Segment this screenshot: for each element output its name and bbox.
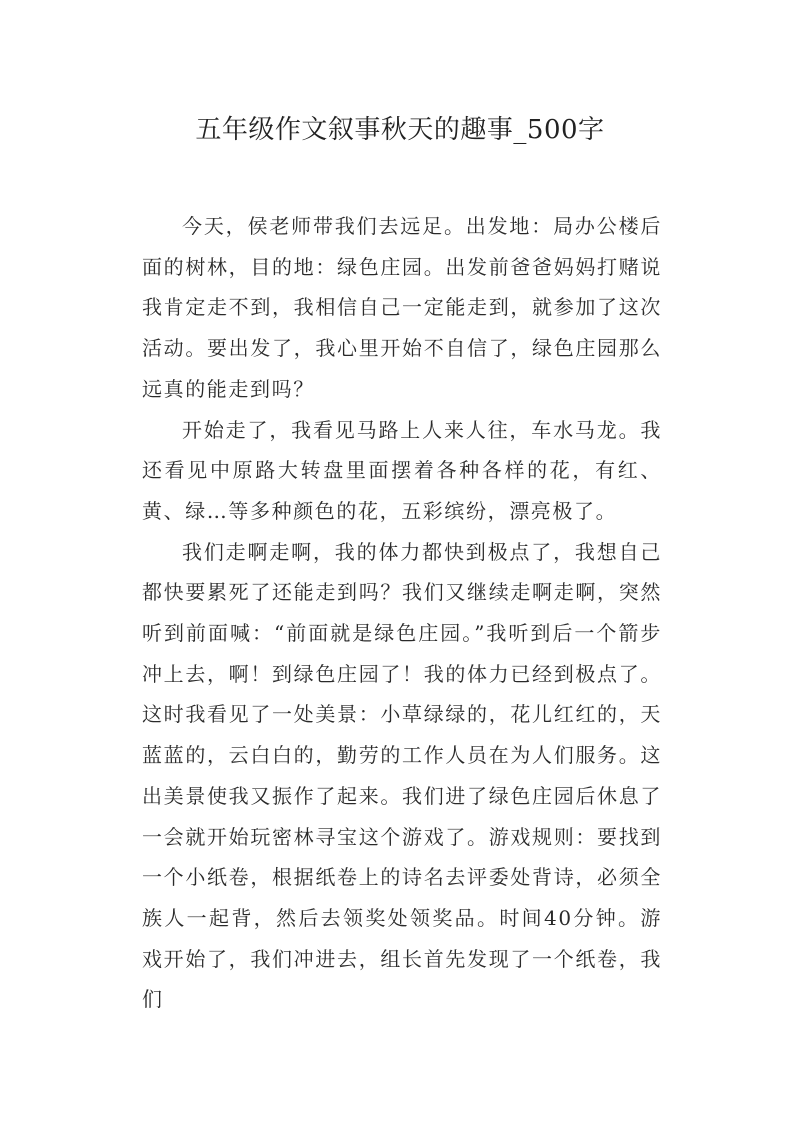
document-title: 五年级作文叙事秋天的趣事_500字: [195, 115, 605, 145]
document-body: [142, 206, 662, 1020]
paragraph-2: 开始走了，我看见马路上人来人往，车水马龙。我还看见中原路大转盘里面摆着各种各样的花，有红、黄、绿…等多种颜色的花，五彩缤纷，漂亮极了。: [142, 417, 662, 523]
paragraph-3: 我们走啊走啊，我的体力都快到极点了，我想自己都快要累死了还能走到吗？我们又继续走啊走啊，突然听到前面喊：“前面就是绿色庄园。”我听到后一个箭步冲上去，啊！到绿色庄园了！我的体力已经到极点了。这时我看见了一处美景：小草绿绿的，花儿红红的，天蓝蓝的，云白白的，勤劳的工作人员在为人们服务。这出美景使我又振作了起来。我们进了绿色庄园后休息了一会就开始玩密林寻宝这个游戏了。游戏规则：要找到一个小纸卷，根据纸卷上的诗名去评委处背诗，必须全族人一起背，然后去领奖处领奖品。时间40分钟。游戏开始了，我们冲进去，组长首先发现了一个纸卷，我们: [142, 539, 662, 1012]
paragraph-1: 今天，侯老师带我们去远足。出发地：局办公楼后面的树林，目的地：绿色庄园。出发前爸爸妈妈打赌说我肯定走不到，我相信自己一定能走到，就参加了这次活动。要出发了，我心里开始不自信了，绿色庄园那么远真的能走到吗？: [142, 214, 662, 401]
